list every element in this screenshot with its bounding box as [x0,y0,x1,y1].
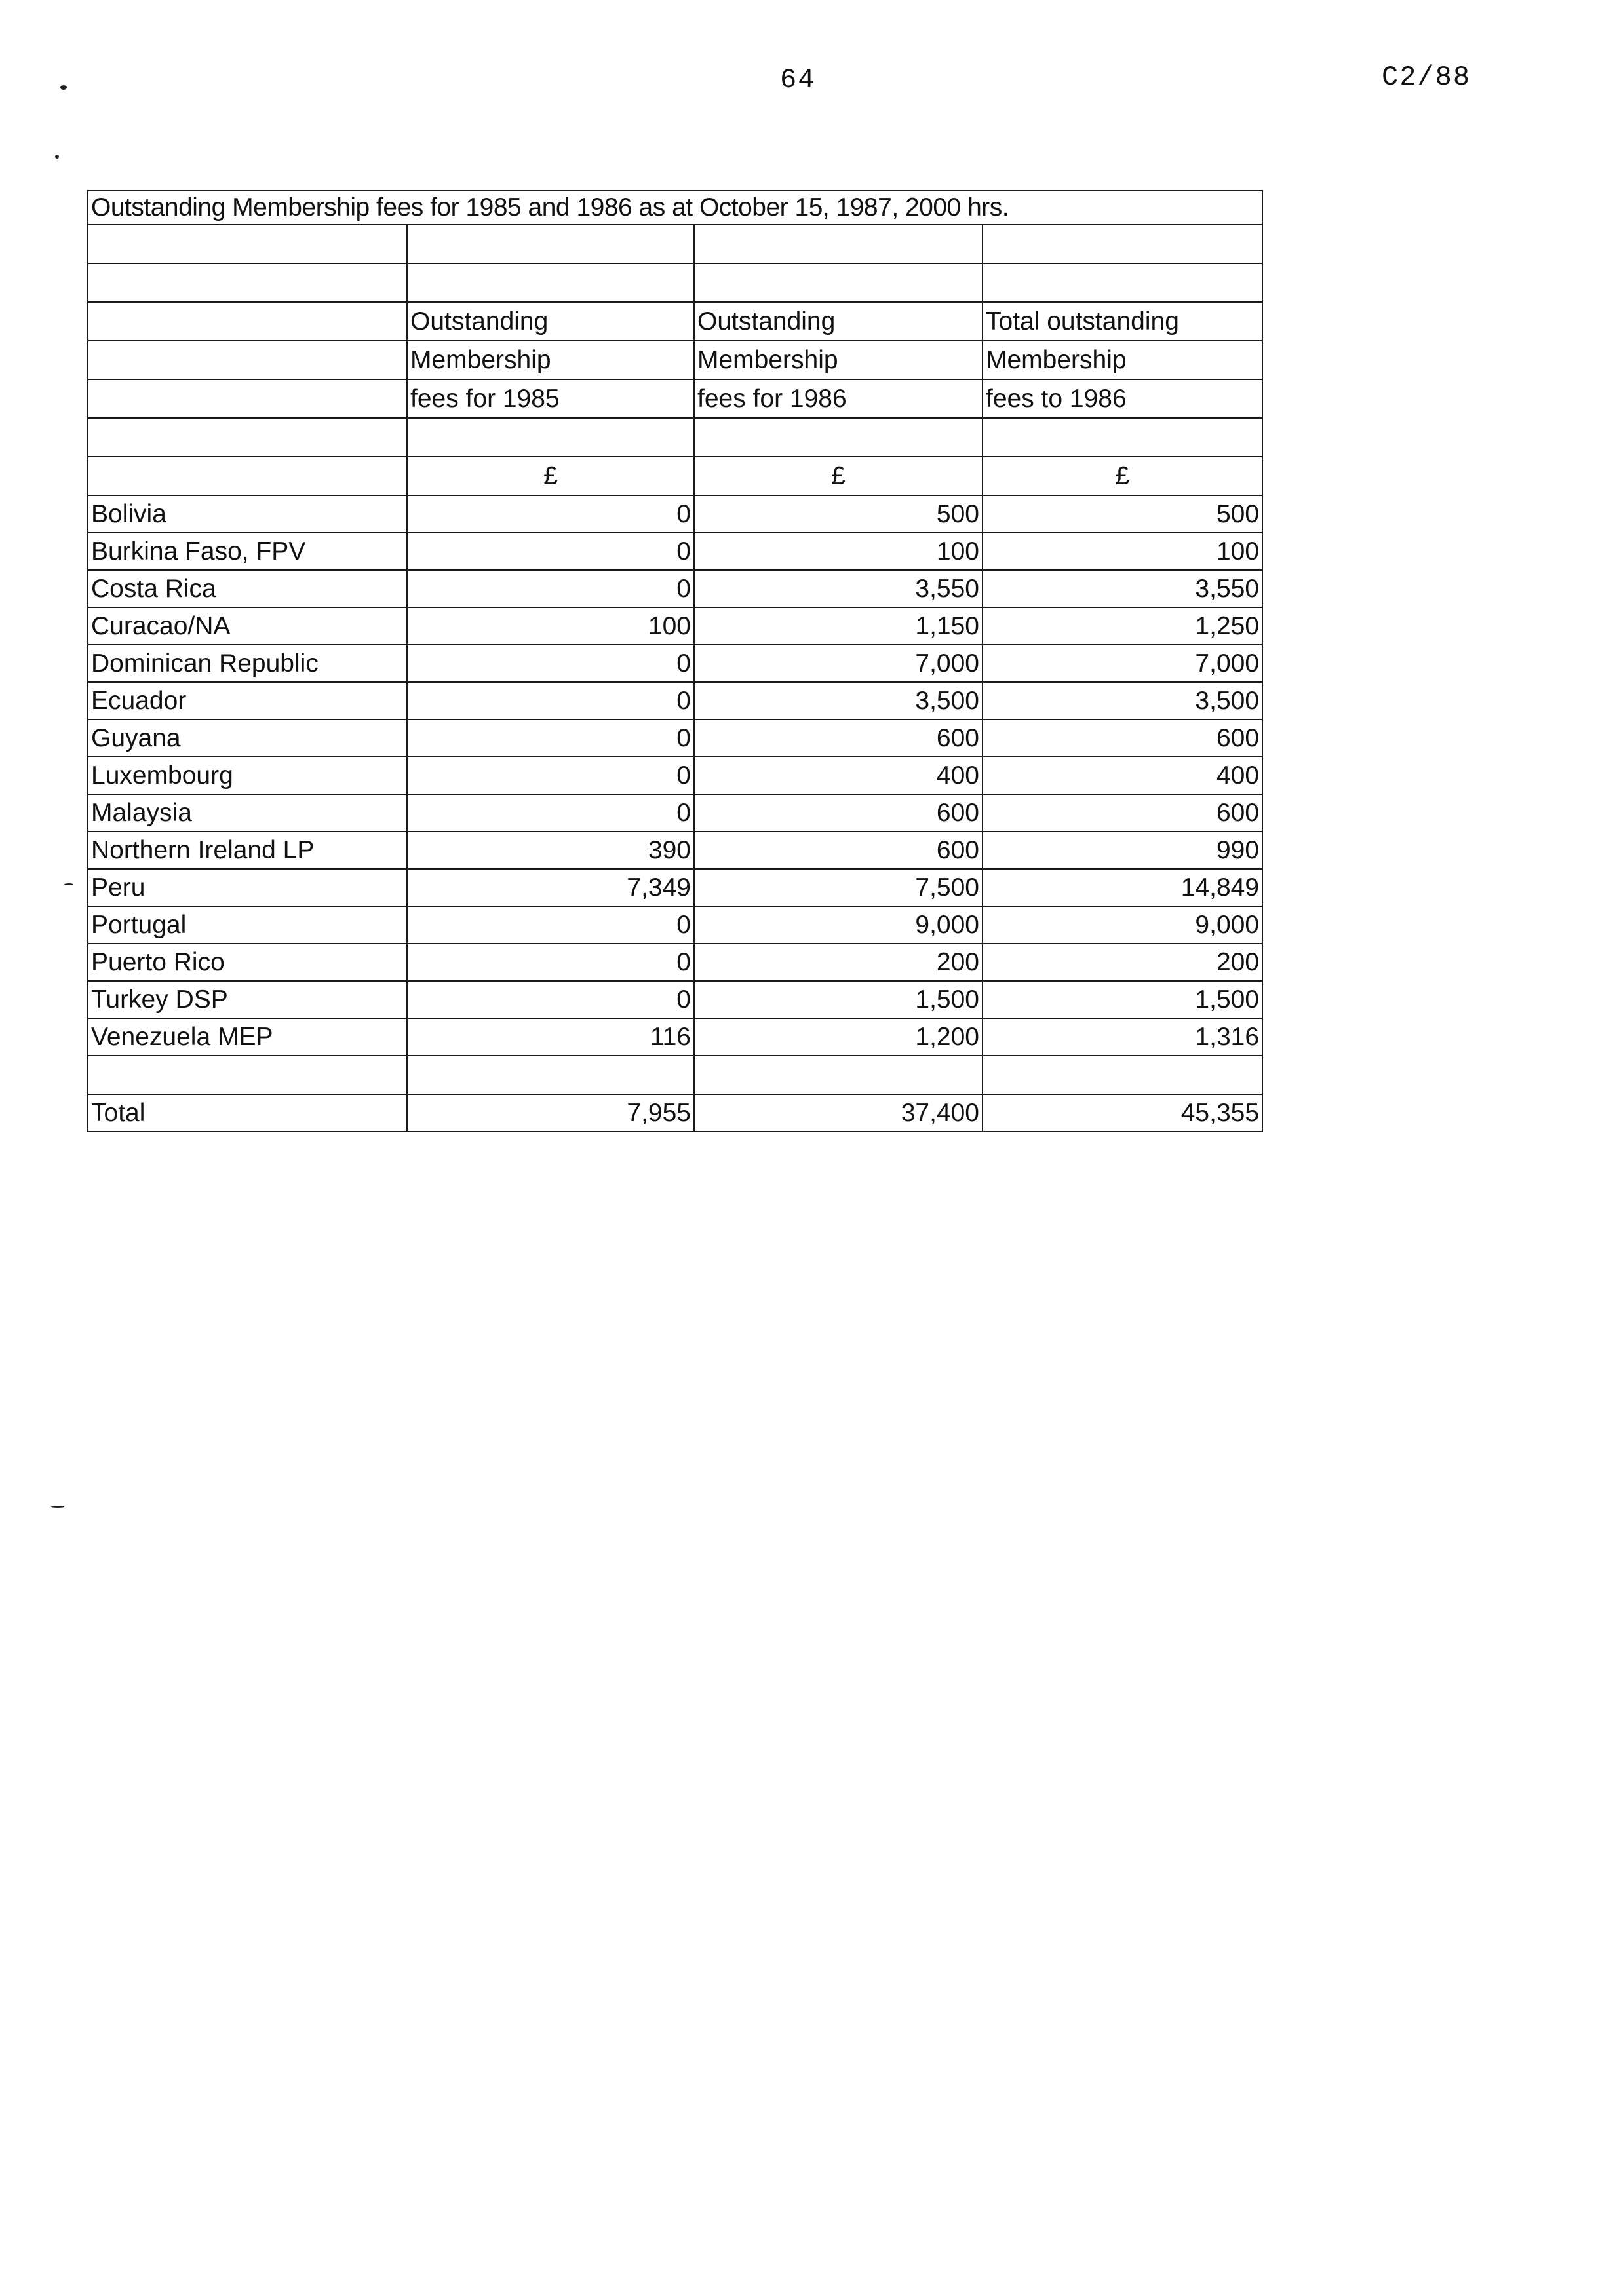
fees-1985-cell: 0 [407,719,694,757]
empty-cell [983,418,1262,457]
country-cell: Peru [88,869,407,906]
table-row [88,607,1262,645]
empty-cell [694,225,983,263]
table-row [88,906,1262,944]
header-cell: Membership [407,341,694,379]
country-cell: Bolivia [88,495,407,533]
total-cell: 500 [983,495,1262,533]
currency-row [88,457,1262,495]
fees-1985-cell: 100 [407,607,694,645]
country-cell: Northern Ireland LP [88,832,407,869]
total-cell: 9,000 [983,906,1262,944]
table-row [88,832,1262,869]
empty-cell [694,263,983,302]
total-cell: 1,500 [983,981,1262,1018]
header-cell: Membership [694,341,983,379]
fees-1985-cell: 0 [407,533,694,570]
scan-speck [55,155,59,159]
table-row [88,757,1262,794]
fees-1985-cell: 7,349 [407,869,694,906]
country-cell: Ecuador [88,682,407,719]
header-cell: fees for 1986 [694,379,983,418]
blank-row [88,263,1262,302]
page-number: 64 [780,64,816,96]
empty-cell [407,418,694,457]
document-reference: C2/88 [1382,62,1471,93]
fees-1985-cell: 0 [407,570,694,607]
header-cell: Membership [983,341,1262,379]
currency-cell: £ [407,457,694,495]
fees-1985-cell: 0 [407,495,694,533]
fees-1986-cell: 600 [694,794,983,832]
header-cell: Total outstanding [983,302,1262,341]
fees-1985-cell: 390 [407,832,694,869]
table-row [88,495,1262,533]
empty-cell [983,1056,1262,1094]
total-cell: 600 [983,794,1262,832]
header-cell: Outstanding [407,302,694,341]
empty-cell [694,1056,983,1094]
fees-1985-cell: 0 [407,944,694,981]
blank-row [88,1056,1262,1094]
fees-1985-cell: 0 [407,645,694,682]
blank-row [88,225,1262,263]
scan-speck [60,85,67,90]
table-row [88,981,1262,1018]
scan-speck [64,883,73,885]
total-cell: 200 [983,944,1262,981]
fees-1986-cell: 100 [694,533,983,570]
empty-cell [983,263,1262,302]
total-cell: 400 [983,757,1262,794]
table-title: Outstanding Membership fees for 1985 and 1986 as at October 15, 1987, 2000 hrs. [88,191,1262,225]
fees-1986-cell: 7,500 [694,869,983,906]
fees-1986-cell: 9,000 [694,906,983,944]
total-1986-cell: 37,400 [694,1094,983,1132]
fees-1986-cell: 400 [694,757,983,794]
header-cell: fees for 1985 [407,379,694,418]
total-cell: 1,316 [983,1018,1262,1056]
table-row [88,533,1262,570]
total-cell: 3,550 [983,570,1262,607]
total-cell: 7,000 [983,645,1262,682]
fees-1986-cell: 7,000 [694,645,983,682]
empty-cell [694,418,983,457]
header-cell: Outstanding [694,302,983,341]
fees-1986-cell: 200 [694,944,983,981]
total-label: Total [88,1094,407,1132]
table-row [88,1018,1262,1056]
grand-total-cell: 45,355 [983,1094,1262,1132]
country-cell: Venezuela MEP [88,1018,407,1056]
fees-1986-cell: 3,500 [694,682,983,719]
fees-1986-cell: 1,500 [694,981,983,1018]
country-cell: Malaysia [88,794,407,832]
empty-cell [88,263,407,302]
header-row [88,341,1262,379]
total-cell: 990 [983,832,1262,869]
total-row [88,1094,1262,1132]
fees-1985-cell: 116 [407,1018,694,1056]
country-cell: Burkina Faso, FPV [88,533,407,570]
table-row [88,682,1262,719]
currency-cell: £ [694,457,983,495]
fees-1986-cell: 500 [694,495,983,533]
country-cell: Puerto Rico [88,944,407,981]
table-row [88,869,1262,906]
header-cell [88,379,407,418]
header-row [88,379,1262,418]
total-cell: 1,250 [983,607,1262,645]
header-cell: fees to 1986 [983,379,1262,418]
outstanding-fees-table [87,190,1263,1132]
table-row [88,719,1262,757]
fees-1985-cell: 0 [407,682,694,719]
fees-1985-cell: 0 [407,757,694,794]
fees-1986-cell: 3,550 [694,570,983,607]
country-cell: Turkey DSP [88,981,407,1018]
table-row [88,645,1262,682]
empty-cell [983,225,1262,263]
table-row [88,944,1262,981]
empty-cell [88,225,407,263]
country-cell: Curacao/NA [88,607,407,645]
empty-cell [407,225,694,263]
blank-row [88,418,1262,457]
fees-1986-cell: 600 [694,719,983,757]
table-row [88,794,1262,832]
country-cell: Guyana [88,719,407,757]
total-cell: 3,500 [983,682,1262,719]
empty-cell [88,1056,407,1094]
total-cell: 14,849 [983,869,1262,906]
currency-cell: £ [983,457,1262,495]
fees-1985-cell: 0 [407,981,694,1018]
fees-1985-cell: 0 [407,906,694,944]
country-cell: Dominican Republic [88,645,407,682]
table-row [88,570,1262,607]
empty-cell [407,263,694,302]
currency-cell [88,457,407,495]
table-title-row [88,191,1262,225]
country-cell: Costa Rica [88,570,407,607]
header-row [88,302,1262,341]
header-cell [88,302,407,341]
fees-1986-cell: 600 [694,832,983,869]
fees-1986-cell: 1,200 [694,1018,983,1056]
empty-cell [407,1056,694,1094]
header-cell [88,341,407,379]
fees-1985-cell: 0 [407,794,694,832]
total-cell: 100 [983,533,1262,570]
empty-cell [88,418,407,457]
scan-speck [51,1506,64,1508]
fees-1986-cell: 1,150 [694,607,983,645]
country-cell: Luxembourg [88,757,407,794]
total-1985-cell: 7,955 [407,1094,694,1132]
total-cell: 600 [983,719,1262,757]
country-cell: Portugal [88,906,407,944]
